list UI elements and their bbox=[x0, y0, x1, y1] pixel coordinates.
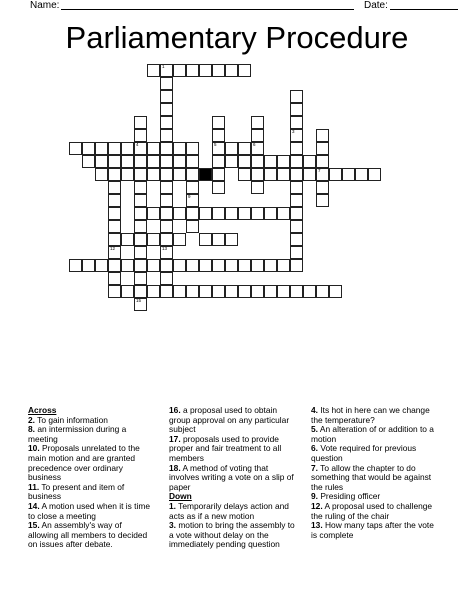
grid-cell[interactable] bbox=[199, 285, 212, 298]
grid-cell[interactable] bbox=[186, 155, 199, 168]
grid-cell[interactable] bbox=[212, 285, 225, 298]
grid-cell[interactable] bbox=[173, 155, 186, 168]
grid-cell[interactable] bbox=[212, 259, 225, 272]
clue-down-12 bbox=[311, 502, 441, 521]
grid-cell[interactable] bbox=[134, 285, 147, 298]
grid-cell[interactable] bbox=[134, 233, 147, 246]
clue-number: 11. bbox=[28, 481, 40, 492]
clue-text: To present and item of business bbox=[28, 481, 125, 502]
clue-column-1 bbox=[28, 406, 153, 550]
grid-cell[interactable] bbox=[160, 77, 173, 90]
grid-cell[interactable] bbox=[82, 259, 95, 272]
clue-down-1 bbox=[169, 502, 299, 521]
clue-number: 3. bbox=[169, 520, 176, 531]
grid-cell[interactable] bbox=[199, 259, 212, 272]
grid-cell[interactable] bbox=[186, 259, 199, 272]
clue-column-2 bbox=[169, 406, 299, 550]
grid-cell[interactable] bbox=[251, 181, 264, 194]
clue-number-label: 1 bbox=[162, 64, 165, 69]
grid-cell[interactable] bbox=[264, 168, 277, 181]
grid-cell[interactable] bbox=[108, 272, 121, 285]
grid-cell[interactable] bbox=[264, 285, 277, 298]
grid-cell[interactable] bbox=[134, 129, 147, 142]
grid-cell[interactable] bbox=[173, 207, 186, 220]
grid-cell[interactable] bbox=[160, 220, 173, 233]
clue-number: 10. bbox=[28, 443, 40, 454]
clue-text: How many taps after the vote is complete bbox=[311, 520, 434, 540]
grid-cell[interactable] bbox=[160, 259, 173, 272]
grid-cell[interactable] bbox=[290, 220, 303, 233]
clue-text: Its hot in here can we change the temperature? bbox=[311, 405, 430, 425]
clue-across-18 bbox=[169, 464, 299, 493]
grid-cell[interactable] bbox=[290, 155, 303, 168]
clue-text: Temporarily delays action and acts as if a new motion bbox=[169, 500, 289, 521]
grid-cell[interactable] bbox=[160, 103, 173, 116]
grid-cell[interactable] bbox=[225, 142, 238, 155]
clue-text: A proposal used to challenge the ruling of the chair bbox=[311, 500, 433, 521]
grid-cell[interactable] bbox=[238, 155, 251, 168]
clue-number: 13. bbox=[311, 520, 323, 531]
grid-cell[interactable] bbox=[186, 207, 199, 220]
grid-cell[interactable] bbox=[238, 207, 251, 220]
grid-cell[interactable] bbox=[134, 246, 147, 259]
grid-cell[interactable] bbox=[134, 168, 147, 181]
grid-cell[interactable] bbox=[95, 168, 108, 181]
grid-cell[interactable] bbox=[108, 233, 121, 246]
grid-cell[interactable] bbox=[316, 194, 329, 207]
clue-down-3 bbox=[169, 521, 299, 550]
clue-number: 2. bbox=[28, 414, 35, 425]
grid-cell[interactable] bbox=[82, 155, 95, 168]
grid-cell[interactable] bbox=[108, 207, 121, 220]
grid-cell[interactable] bbox=[108, 194, 121, 207]
grid-cell[interactable] bbox=[186, 64, 199, 77]
grid-cell[interactable] bbox=[134, 259, 147, 272]
grid-cell[interactable] bbox=[173, 233, 186, 246]
grid-cell[interactable] bbox=[212, 181, 225, 194]
grid-cell[interactable] bbox=[160, 272, 173, 285]
clue-down-13 bbox=[311, 521, 441, 540]
grid-cell[interactable] bbox=[160, 181, 173, 194]
grid-cell[interactable] bbox=[238, 285, 251, 298]
grid-cell[interactable] bbox=[160, 246, 173, 259]
grid-cell[interactable] bbox=[212, 207, 225, 220]
grid-cell[interactable] bbox=[212, 168, 225, 181]
clue-down-7 bbox=[311, 464, 441, 493]
grid-cell[interactable] bbox=[134, 155, 147, 168]
clue-number-label: 6 bbox=[253, 142, 256, 147]
grid-cell[interactable] bbox=[251, 142, 264, 155]
clue-number-label: 3 bbox=[292, 129, 295, 134]
grid-cell[interactable] bbox=[108, 259, 121, 272]
grid-cell[interactable] bbox=[225, 64, 238, 77]
clue-number-label: 4 bbox=[136, 142, 139, 147]
grid-cell[interactable] bbox=[329, 285, 342, 298]
clue-number-label: 5 bbox=[214, 142, 217, 147]
clue-number: 7. bbox=[311, 462, 318, 473]
grid-cell[interactable] bbox=[290, 259, 303, 272]
clue-across-16 bbox=[169, 406, 299, 435]
grid-cell[interactable] bbox=[147, 233, 160, 246]
grid-cell[interactable] bbox=[108, 181, 121, 194]
grid-cell[interactable] bbox=[134, 207, 147, 220]
clue-text: Proposals unrelated to the main motion and are granted precedence over ordinary business bbox=[28, 443, 140, 483]
grid-cell[interactable] bbox=[251, 259, 264, 272]
grid-cell[interactable] bbox=[121, 155, 134, 168]
grid-cell[interactable] bbox=[316, 168, 329, 181]
grid-cell[interactable] bbox=[199, 64, 212, 77]
grid-cell[interactable] bbox=[199, 233, 212, 246]
grid-cell[interactable] bbox=[160, 116, 173, 129]
clue-text: To allow the chapter to do something that would be against the rules bbox=[311, 462, 432, 492]
clue-number: 1. bbox=[169, 500, 176, 511]
clue-text: An alteration of or addition to a motion bbox=[311, 424, 434, 444]
grid-cell[interactable] bbox=[121, 259, 134, 272]
grid-cell[interactable] bbox=[316, 285, 329, 298]
clue-number-label: 15 bbox=[136, 298, 142, 303]
grid-cell[interactable] bbox=[238, 64, 251, 77]
grid-cell[interactable] bbox=[121, 142, 134, 155]
grid-cell[interactable] bbox=[225, 207, 238, 220]
grid-cell[interactable] bbox=[147, 285, 160, 298]
grid-cell[interactable] bbox=[212, 64, 225, 77]
grid-cell[interactable] bbox=[264, 207, 277, 220]
grid-cell[interactable] bbox=[186, 142, 199, 155]
clue-number: 15. bbox=[28, 520, 40, 531]
grid-cell[interactable] bbox=[225, 233, 238, 246]
grid-cell[interactable] bbox=[82, 142, 95, 155]
clue-down-4 bbox=[311, 406, 441, 425]
grid-cell[interactable] bbox=[134, 298, 147, 311]
grid-cell[interactable] bbox=[173, 168, 186, 181]
grid-cell[interactable] bbox=[186, 220, 199, 233]
grid-cell[interactable] bbox=[69, 142, 82, 155]
grid-cell[interactable] bbox=[303, 168, 316, 181]
grid-cell[interactable] bbox=[225, 155, 238, 168]
clue-text: motion to bring the assembly to a vote without delay on the immediately pending question bbox=[169, 520, 295, 550]
grid-cell[interactable] bbox=[173, 285, 186, 298]
grid-cell[interactable] bbox=[160, 285, 173, 298]
grid-cell[interactable] bbox=[290, 233, 303, 246]
clue-number: 5. bbox=[311, 424, 318, 435]
clue-number: 12. bbox=[311, 500, 323, 511]
grid-cell[interactable] bbox=[316, 181, 329, 194]
grid-cell[interactable] bbox=[290, 142, 303, 155]
grid-cell[interactable] bbox=[238, 168, 251, 181]
grid-cell[interactable] bbox=[147, 142, 160, 155]
clue-down-6 bbox=[311, 444, 441, 463]
grid-cell[interactable] bbox=[160, 233, 173, 246]
grid-cell[interactable] bbox=[173, 259, 186, 272]
grid-cell[interactable] bbox=[147, 259, 160, 272]
grid-cell[interactable] bbox=[160, 194, 173, 207]
grid-cell[interactable] bbox=[277, 168, 290, 181]
grid-cell[interactable] bbox=[290, 246, 303, 259]
grid-cell[interactable] bbox=[290, 103, 303, 116]
grid-cell[interactable] bbox=[160, 129, 173, 142]
grid-cell[interactable] bbox=[290, 116, 303, 129]
grid-cell[interactable] bbox=[147, 64, 160, 77]
grid-cell[interactable] bbox=[95, 155, 108, 168]
grid-cell[interactable] bbox=[134, 272, 147, 285]
clue-text: An assembly's way of allowing all members to decided on issues after debate. bbox=[28, 520, 148, 550]
grid-cell[interactable] bbox=[69, 259, 82, 272]
clue-number: 4. bbox=[311, 405, 318, 415]
grid-cell[interactable] bbox=[147, 155, 160, 168]
grid-cell[interactable] bbox=[277, 285, 290, 298]
grid-cell[interactable] bbox=[186, 285, 199, 298]
grid-cell[interactable] bbox=[277, 207, 290, 220]
grid-cell[interactable] bbox=[277, 259, 290, 272]
clue-text: A method of voting that involves writing a vote on a slip of paper bbox=[169, 462, 294, 492]
grid-cell[interactable] bbox=[160, 142, 173, 155]
grid-cell[interactable] bbox=[290, 129, 303, 142]
grid-cell[interactable] bbox=[173, 64, 186, 77]
grid-cell[interactable] bbox=[303, 285, 316, 298]
clue-heading: Across bbox=[28, 405, 57, 415]
grid-cell[interactable] bbox=[264, 259, 277, 272]
clue-number: 18. bbox=[169, 462, 181, 473]
grid-cell[interactable] bbox=[212, 155, 225, 168]
grid-cell[interactable] bbox=[251, 285, 264, 298]
grid-cell[interactable] bbox=[160, 90, 173, 103]
grid-cell[interactable] bbox=[212, 116, 225, 129]
grid-cell[interactable] bbox=[134, 142, 147, 155]
grid-cell[interactable] bbox=[290, 168, 303, 181]
clue-number-label: 13 bbox=[162, 246, 168, 251]
grid-cell[interactable] bbox=[121, 233, 134, 246]
clue-text: Presiding officer bbox=[318, 491, 381, 502]
grid-cell[interactable] bbox=[212, 142, 225, 155]
grid-cell[interactable] bbox=[290, 207, 303, 220]
grid-cell[interactable] bbox=[147, 168, 160, 181]
clue-across-11 bbox=[28, 483, 153, 502]
clue-number: 9. bbox=[311, 491, 318, 502]
grid-cell[interactable] bbox=[264, 155, 277, 168]
grid-cell[interactable] bbox=[342, 168, 355, 181]
clue-number-label: 12 bbox=[110, 246, 116, 251]
page-title: Parliamentary Procedure bbox=[65, 20, 409, 55]
clue-text: Vote required for previous question bbox=[311, 443, 417, 463]
clue-number-label: 9 bbox=[188, 194, 191, 199]
clue-across-15 bbox=[28, 521, 153, 550]
grid-cell[interactable] bbox=[95, 142, 108, 155]
clue-across-17 bbox=[169, 435, 299, 464]
clue-text: proposals used to provide proper and fair treatment to all members bbox=[169, 433, 282, 463]
grid-cell[interactable] bbox=[238, 259, 251, 272]
grid-cell[interactable] bbox=[251, 155, 264, 168]
grid-cell[interactable] bbox=[225, 259, 238, 272]
grid-cell[interactable] bbox=[108, 155, 121, 168]
grid-cell[interactable] bbox=[108, 142, 121, 155]
grid-cell[interactable] bbox=[303, 155, 316, 168]
clue-text: an intermission during a meeting bbox=[28, 424, 127, 444]
grid-cell[interactable] bbox=[355, 168, 368, 181]
grid-cell[interactable] bbox=[108, 285, 121, 298]
grid-cell[interactable] bbox=[316, 155, 329, 168]
grid-cell[interactable] bbox=[121, 168, 134, 181]
grid-cell[interactable] bbox=[290, 90, 303, 103]
clue-number-label: 7 bbox=[318, 168, 321, 173]
grid-cell[interactable] bbox=[134, 194, 147, 207]
grid-cell[interactable] bbox=[160, 64, 173, 77]
grid-cell[interactable] bbox=[290, 194, 303, 207]
clue-across-14 bbox=[28, 502, 153, 521]
grid-cell[interactable] bbox=[134, 181, 147, 194]
grid-cell[interactable] bbox=[212, 129, 225, 142]
clue-number: 6. bbox=[311, 443, 318, 454]
grid-cell[interactable] bbox=[251, 129, 264, 142]
grid-cell[interactable] bbox=[290, 285, 303, 298]
grid-cell[interactable] bbox=[251, 116, 264, 129]
clue-text: a proposal used to obtain group approval on any particular subject bbox=[169, 405, 290, 435]
grid-cell[interactable] bbox=[199, 207, 212, 220]
grid-cell[interactable] bbox=[251, 168, 264, 181]
clue-column-3 bbox=[311, 406, 441, 540]
grid-cell[interactable] bbox=[108, 168, 121, 181]
clue-down-5 bbox=[311, 425, 441, 444]
grid-cell[interactable] bbox=[290, 181, 303, 194]
grid-cell[interactable] bbox=[160, 155, 173, 168]
clue-text: A motion used when it is time to close a meeting bbox=[28, 500, 150, 521]
clue-number: 17. bbox=[169, 433, 181, 444]
grid-cell[interactable] bbox=[186, 194, 199, 207]
grid-cell[interactable] bbox=[121, 285, 134, 298]
grid-cell[interactable] bbox=[134, 116, 147, 129]
clue-heading: Down bbox=[169, 491, 192, 502]
date-label: Date: bbox=[364, 0, 388, 11]
clue-number: 8. bbox=[28, 424, 35, 435]
grid-cell[interactable] bbox=[108, 220, 121, 233]
grid-cell[interactable] bbox=[316, 129, 329, 142]
grid-block bbox=[199, 168, 212, 181]
grid-cell[interactable] bbox=[186, 168, 199, 181]
grid-cell[interactable] bbox=[160, 207, 173, 220]
grid-cell[interactable] bbox=[160, 168, 173, 181]
grid-cell[interactable] bbox=[212, 233, 225, 246]
grid-cell[interactable] bbox=[108, 246, 121, 259]
grid-cell[interactable] bbox=[147, 207, 160, 220]
grid-cell[interactable] bbox=[225, 285, 238, 298]
name-label: Name: bbox=[30, 0, 60, 11]
grid-cell[interactable] bbox=[173, 142, 186, 155]
grid-cell[interactable] bbox=[95, 259, 108, 272]
clue-across-10 bbox=[28, 444, 153, 482]
grid-cell[interactable] bbox=[251, 207, 264, 220]
grid-cell[interactable] bbox=[316, 142, 329, 155]
grid-cell[interactable] bbox=[368, 168, 381, 181]
grid-cell[interactable] bbox=[238, 142, 251, 155]
clue-across-8 bbox=[28, 425, 153, 444]
grid-cell[interactable] bbox=[277, 155, 290, 168]
clue-number: 14. bbox=[28, 500, 40, 511]
grid-cell[interactable] bbox=[329, 168, 342, 181]
grid-cell[interactable] bbox=[186, 181, 199, 194]
grid-cell[interactable] bbox=[134, 220, 147, 233]
clue-number: 16. bbox=[169, 405, 181, 415]
clue-text: To gain information bbox=[35, 414, 108, 425]
clues-section bbox=[28, 406, 458, 606]
